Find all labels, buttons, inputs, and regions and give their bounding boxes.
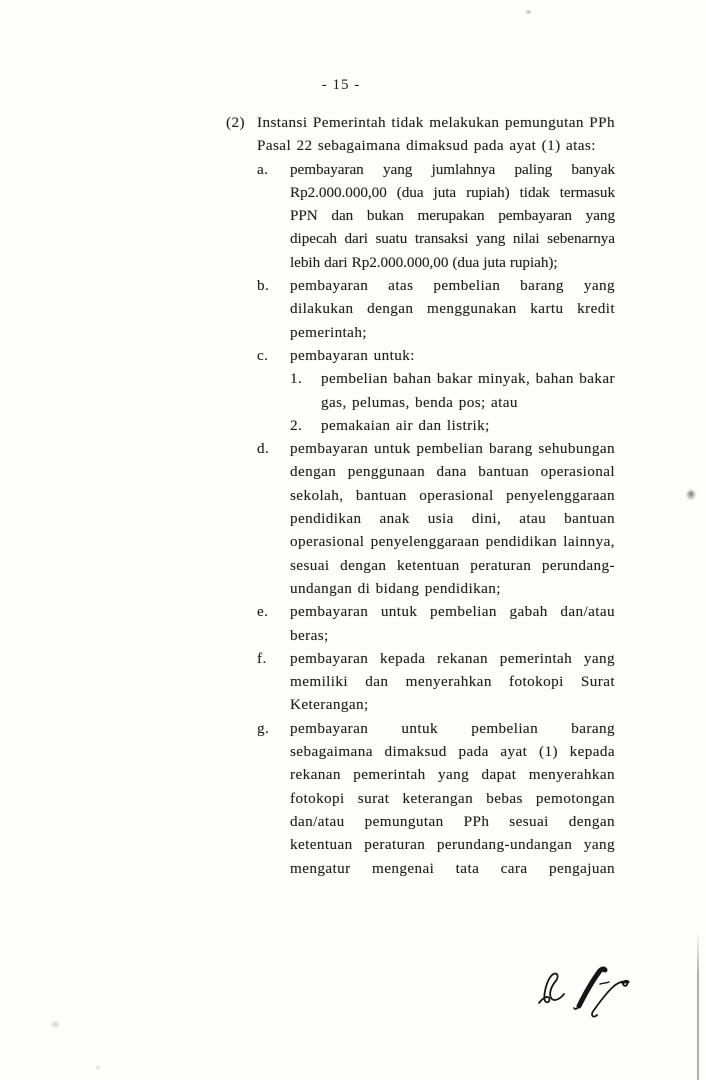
- list-item-g: [257, 717, 615, 880]
- list-item-c: [257, 344, 615, 437]
- clause-text: Instansi Pemerintah tidak melakukan pemungutan PPh Pasal 22 sebagaimana dimaksud pada ayat (1) atas:: [257, 114, 615, 155]
- list-item-e: [257, 600, 615, 647]
- scan-speck-bottom-left: [52, 1022, 59, 1027]
- list-item-a: [257, 158, 615, 274]
- list-marker-f: f.: [257, 649, 267, 667]
- list-marker-e: e.: [257, 603, 269, 621]
- scan-speck-bottom: [96, 1066, 100, 1069]
- clause-body: [257, 111, 615, 880]
- list-marker-a: a.: [257, 160, 269, 178]
- list-item-b: [257, 274, 615, 344]
- list-item-e-text: pembayaran untuk pembelian gabah dan/atau beras;: [290, 603, 615, 644]
- list-marker-c: c.: [257, 346, 269, 364]
- list-item-d: [257, 437, 615, 600]
- list-item-b-text: pembayaran atas pembelian barang yang dilakukan dengan menggunakan kartu kredit pemerintah;: [290, 277, 615, 341]
- list-marker-b: b.: [257, 277, 270, 295]
- scan-speck-right-margin-core: [689, 492, 693, 496]
- sublist-item-2-text: pemakaian air dan listrik;: [321, 416, 490, 434]
- list-item-a-text: pembayaran yang jumlahnya paling banyak Rp2.000.000,00 (dua juta rupiah) tidak termasuk PPN dan bukan merupakan pembayaran yang dipecah dari suatu transaksi yang nilai sebenarnya lebih dari Rp2.000.000,00 (dua juta rupiah);: [290, 160, 615, 271]
- scan-edge-line: [697, 932, 699, 1080]
- sublist-marker-2: 2.: [290, 416, 303, 434]
- sublist-item-2: [290, 414, 615, 437]
- list-item-d-text: pembayaran untuk pembelian barang sehubungan dengan penggunaan dana bantuan operasional sekolah, bantuan operasional penyelenggaraan pendidikan anak usia dini, atau bantuan operasional penyelenggaraan pendidikan lainnya, sesuai dengan ketentuan peraturan perundang-undangan di bidang pendidikan;: [290, 440, 615, 597]
- handwritten-initials-icon: [520, 950, 655, 1035]
- page-number: - 15 -: [321, 77, 361, 93]
- list-item-g-text: pembayaran untuk pembelian barang sebagaimana dimaksud pada ayat (1) kepada rekanan pemerintah yang dapat menyerahkan fotokopi surat keterangan bebas pemotongan dan/atau pemungutan PPh sesuai dengan ketentuan peraturan perundang-undangan yang mengatur mengenai tata cara pengajuan: [290, 719, 615, 877]
- clause-marker: (2): [226, 114, 245, 131]
- sublist-item-1-text: pembelian bahan bakar minyak, bahan bakar gas, pelumas, benda pos; atau: [321, 370, 615, 411]
- list-marker-g: g.: [257, 719, 270, 737]
- sublist-item-1: [290, 367, 615, 414]
- list-item-f-text: pembayaran kepada rekanan pemerintah yang memiliki dan menyerahkan fotokopi Surat Keterangan;: [290, 649, 615, 714]
- list-marker-d: d.: [257, 440, 270, 458]
- list-item-f: [257, 647, 615, 717]
- sublist-marker-1: 1.: [290, 370, 303, 388]
- list-item-c-text: pembayaran untuk:: [290, 346, 415, 364]
- clause-2: [226, 111, 615, 880]
- scan-speck-top: [526, 10, 531, 14]
